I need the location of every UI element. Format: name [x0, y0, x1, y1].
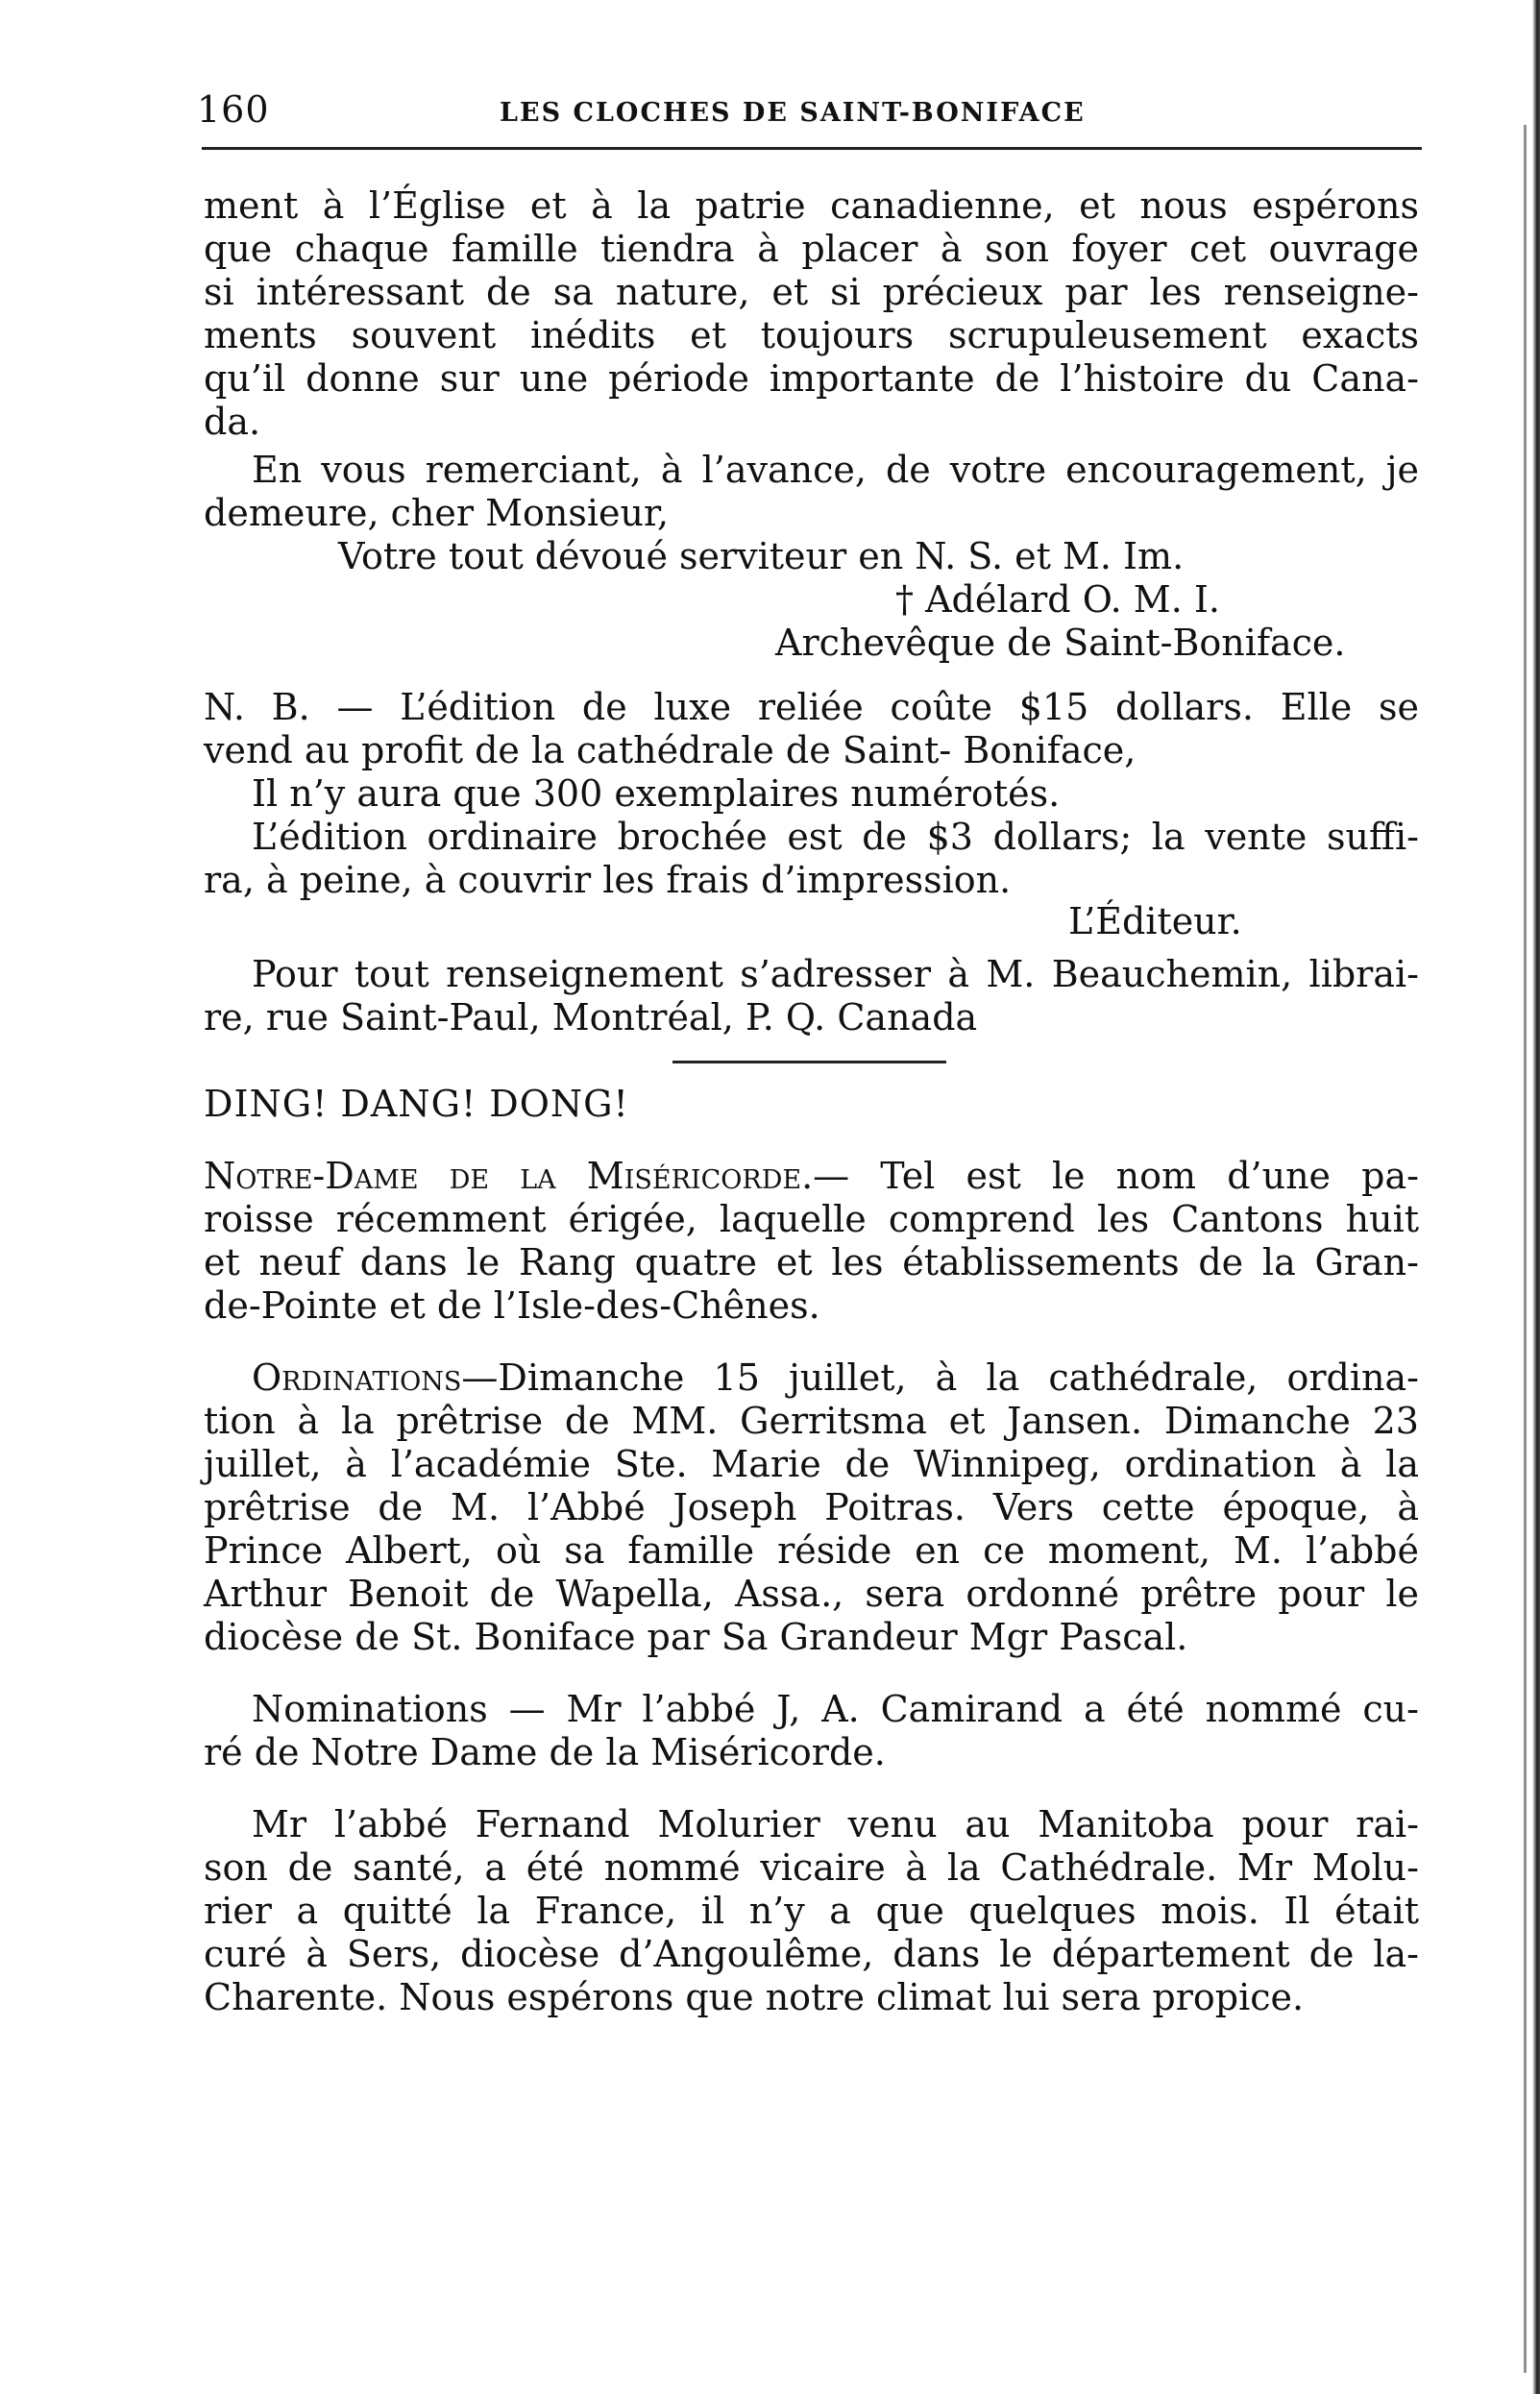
- ordinations-line: [252, 1356, 1419, 1400]
- letter-line: demeure, cher Monsieur,: [204, 492, 670, 534]
- letter-signature-title: Archevêque de Saint-Boniface.: [775, 622, 1346, 664]
- nb-line: N. B. — L’édition de luxe reliée coûte $15 dollars. Elle se: [204, 686, 1419, 728]
- letter-line: ment à l’Église et à la patrie canadienne, et nous espérons: [204, 184, 1419, 227]
- header-rule: [202, 147, 1422, 150]
- nominations-line: ré de Notre Dame de la Miséricorde.: [204, 1731, 886, 1773]
- section-divider: [672, 1061, 946, 1063]
- contact-line: re, rue Saint-Paul, Montréal, P. Q. Canada: [204, 996, 978, 1038]
- letter-line: ments souvent inédits et toujours scrupuleusement exacts: [204, 314, 1419, 356]
- page-header: [197, 88, 1412, 136]
- letter-line: En vous remerciant, à l’avance, de votre encouragement, je: [252, 449, 1419, 491]
- nb-line: L’édition ordinaire brochée est de $3 dollars; la vente suffi-: [252, 816, 1419, 858]
- editor-signature: L’Éditeur.: [1068, 900, 1242, 942]
- notre-dame-heading: Notre-Dame de la Miséricorde.: [204, 1155, 814, 1197]
- running-head: LES CLOCHES DE SAINT-BONIFACE: [500, 98, 1086, 128]
- notre-dame-text: — Tel est le nom d’une pa-: [813, 1155, 1419, 1197]
- notre-dame-line: et neuf dans le Rang quatre et les établissements de la Gran-: [204, 1241, 1419, 1283]
- ordinations-line: prêtrise de M. l’Abbé Joseph Poitras. Vers cette époque, à: [204, 1486, 1419, 1528]
- ordinations-line: tion à la prêtrise de MM. Gerritsma et Jansen. Dimanche 23: [204, 1400, 1419, 1442]
- page-edge-shadow: [1532, 0, 1540, 2394]
- molurier-line: son de santé, a été nommé vicaire à la Cathédrale. Mr Molu-: [204, 1846, 1419, 1889]
- nominations-line: Nominations — Mr l’abbé J, A. Camirand a été nommé cu-: [252, 1688, 1419, 1730]
- molurier-line: curé à Sers, diocèse d’Angoulême, dans le département de la-: [204, 1933, 1419, 1975]
- nb-line: ra, à peine, à couvrir les frais d’impression.: [204, 859, 1012, 901]
- ordinations-heading: Ordinations: [252, 1356, 462, 1399]
- section-title: DING! DANG! DONG!: [204, 1083, 629, 1125]
- molurier-line: Mr l’abbé Fernand Molurier venu au Manitoba pour rai-: [252, 1803, 1419, 1845]
- notre-dame-line: roisse récemment érigée, laquelle comprend les Cantons huit: [204, 1198, 1419, 1240]
- nb-line: Il n’y aura que 300 exemplaires numérotés.: [252, 772, 1061, 815]
- ordinations-line: Arthur Benoit de Wapella, Assa., sera ordonné prêtre pour le: [204, 1573, 1419, 1615]
- ordinations-text: —Dimanche 15 juillet, à la cathédrale, ordina-: [461, 1356, 1419, 1399]
- molurier-line: rier a quitté la France, il n’y a que quelques mois. Il était: [204, 1890, 1419, 1932]
- notre-dame-line: [204, 1155, 1419, 1198]
- molurier-line: Charente. Nous espérons que notre climat lui sera propice.: [204, 1976, 1305, 2018]
- letter-line: qu’il donne sur une période importante de l’histoire du Cana-: [204, 357, 1419, 400]
- ordinations-line: juillet, à l’académie Ste. Marie de Winnipeg, ordination à la: [204, 1443, 1419, 1485]
- ordinations-line: Prince Albert, où sa famille réside en ce moment, M. l’abbé: [204, 1529, 1419, 1572]
- letter-line: si intéressant de sa nature, et si précieux par les renseigne-: [204, 271, 1419, 313]
- contact-line: Pour tout renseignement s’adresser à M. Beauchemin, librai-: [252, 953, 1419, 995]
- nb-line: vend au profit de la cathédrale de Saint- Boniface,: [204, 729, 1137, 771]
- letter-line: da.: [204, 401, 261, 443]
- letter-signature: † Adélard O. M. I.: [895, 578, 1220, 621]
- page-number: 160: [197, 88, 270, 131]
- notre-dame-line: de-Pointe et de l’Isle-des-Chênes.: [204, 1284, 820, 1327]
- ordinations-line: diocèse de St. Boniface par Sa Grandeur Mgr Pascal.: [204, 1616, 1188, 1658]
- letter-closing: Votre tout dévoué serviteur en N. S. et M. Im.: [338, 535, 1185, 577]
- page-edge-line: [1524, 125, 1527, 2373]
- letter-line: que chaque famille tiendra à placer à son foyer cet ouvrage: [204, 228, 1419, 270]
